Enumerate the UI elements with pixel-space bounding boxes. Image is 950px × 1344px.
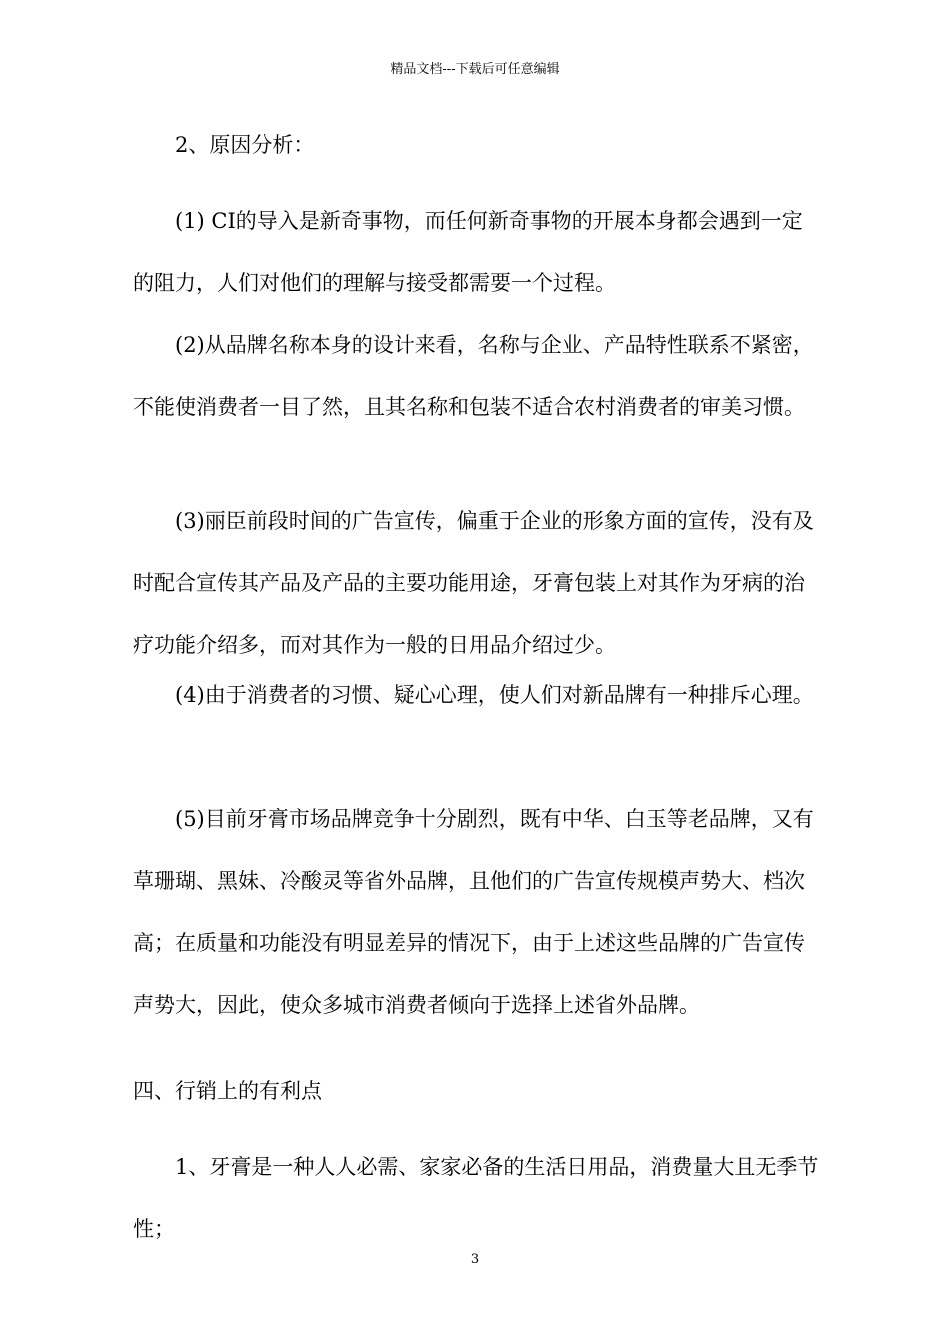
paragraph-reason-5: (5)目前牙膏市场品牌竞争十分剧烈，既有中华、白玉等老品牌，又有草珊瑚、黑妹、冷酸灵等省外品牌，且他们的广告宣传规模声势大、档次高；在质量和功能没有明显差异的情况下，由于上述这些品牌的广告宣传声势大，因此，使众多城市消费者倾向于选择上述省外品牌。 xyxy=(133,807,814,1017)
page-number: 3 xyxy=(470,1252,480,1267)
paragraph-reason-2: (2)从品牌名称本身的设计来看，名称与企业、产品特性联系不紧密，不能使消费者一目了然，且其名称和包装不适合农村消费者的审美习惯。 xyxy=(133,333,814,419)
heading-reason-analysis: 2、原因分析： xyxy=(175,133,315,157)
heading-section-four: 四、行销上的有利点 xyxy=(133,1079,322,1103)
paragraph-reason-1: (1) CI的导入是新奇事物，而任何新奇事物的开展本身都会遇到一定的阻力，人们对他们的理解与接受都需要一个过程。 xyxy=(133,209,803,295)
paragraph-advantage-1: 1、牙膏是一种人人必需、家家必备的生活日用品，消费量大且无季节性； xyxy=(133,1155,819,1241)
page-header: 精品文档---下载后可任意编辑 xyxy=(390,62,560,77)
paragraph-reason-3: (3)丽臣前段时间的广告宣传，偏重于企业的形象方面的宣传，没有及时配合宣传其产品及产品的主要功能用途，牙膏包装上对其作为牙病的治疗功能介绍多，而对其作为一般的日用品介绍过少。 xyxy=(133,509,814,657)
paragraph-reason-4: (4)由于消费者的习惯、疑心心理，使人们对新品牌有一种排斥心理。 xyxy=(175,683,814,707)
